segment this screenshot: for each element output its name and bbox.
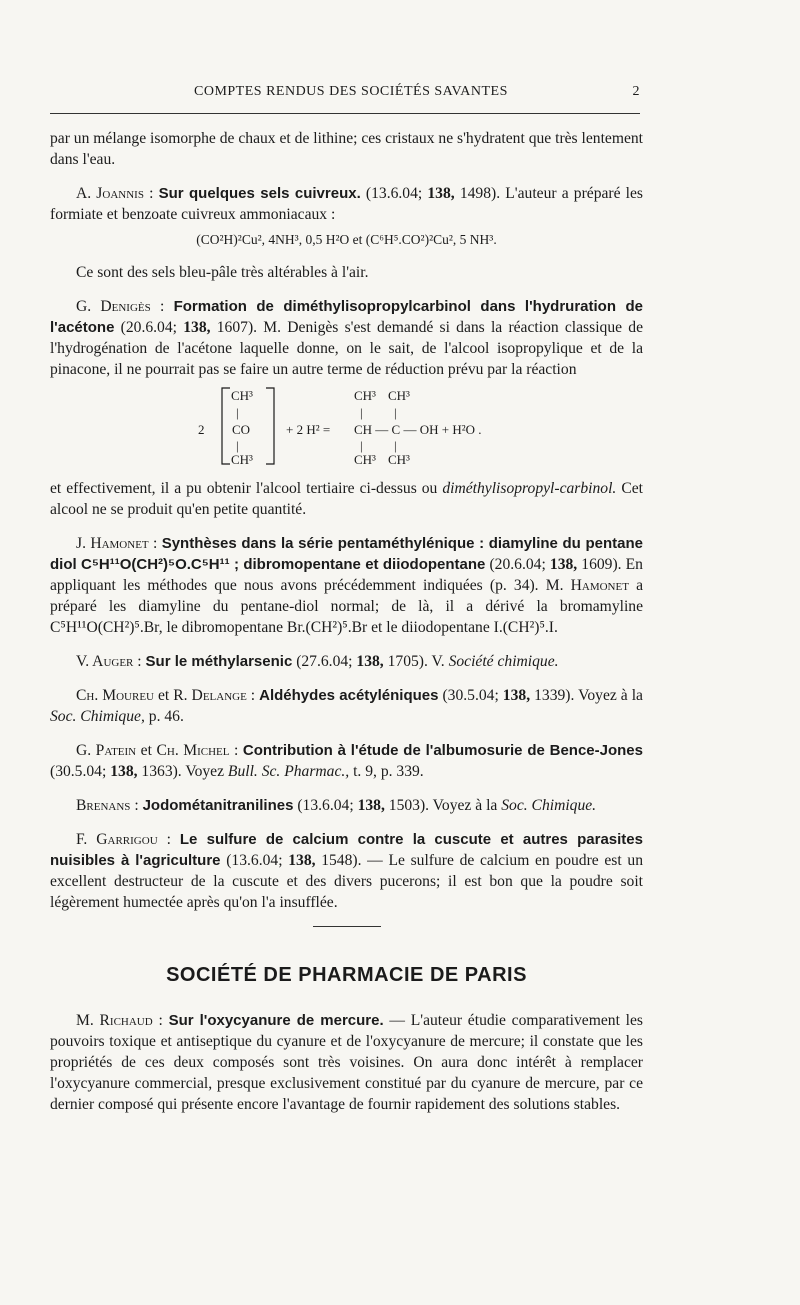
- product-ch3-1: CH³: [354, 388, 376, 403]
- product-bond-1: |: [360, 405, 363, 420]
- entry-auger: V. Auger : Sur le méthylarsenic (27.6.04; 138, 1705). V. Société chimique.: [76, 653, 559, 670]
- right-bracket: [266, 388, 274, 464]
- reference-date: (30.5.04;: [50, 763, 107, 780]
- reference-page: 1339).: [534, 687, 575, 704]
- header-rule: [50, 113, 640, 114]
- reagent-h2: + 2 H² =: [286, 422, 331, 437]
- author: J. Hamonet: [76, 535, 149, 552]
- bond-top: |: [236, 405, 239, 420]
- product-ch3-2: CH³: [388, 388, 410, 403]
- reference-page: 1609).: [581, 556, 622, 573]
- carbonyl: CO: [232, 422, 251, 437]
- entry-deniges: G. Denigès : Formation de diméthylisopropylcarbinol dans l'hydruration de l'acétone (20.6.04; 138, 1607). M. Denigès s'est demandé si dans la réaction classique de l'hydrogénation de l'acétone laquelle donne, on le sait, de l'alcool isopropylique et de la pinacone, il ne pourrait pas se faire un autre terme de réduction prévu par la réaction: [50, 298, 643, 378]
- author: Brenans: [76, 797, 131, 814]
- reference-page: 1503). Voyez à la: [388, 797, 498, 814]
- article-body: [50, 128, 643, 1128]
- cross-reference-page: p. 46.: [148, 708, 184, 725]
- entry-title: Formation de diméthylisopropylcarbinol dans l'hydruration de l'acétone: [50, 298, 643, 336]
- author: G. Patein: [76, 742, 137, 759]
- reference-page: 1498).: [459, 185, 501, 202]
- reference-volume: 138,: [288, 852, 316, 869]
- entry-joannis-conclusion: Ce sont des sels bleu-pâle très altérables à l'air.: [76, 264, 369, 281]
- reference-volume: 138,: [549, 556, 578, 573]
- entry-garrigou: F. Garrigou : Le sulfure de calcium contre la cuscute et autres parasites nuisibles à l'agriculture (13.6.04; 138, 1548). — Le sulfure de calcium en poudre est un excellent destructeur de la cuscute et des divers pucerons; il est bon que la poudre soit légèrement humectée après qu'on l'a insufflée.: [50, 831, 643, 911]
- reference-date: (13.6.04;: [365, 185, 423, 202]
- reference-page: 1548).: [321, 852, 362, 869]
- reference-volume: 138,: [356, 653, 384, 670]
- conjunction: et: [140, 742, 152, 759]
- formula: (CO²H)²Cu², 4NH³, 0,5 H²O et (C⁶H⁵.CO²)²Cu², 5 NH³.: [196, 232, 497, 247]
- entry-moureu: Ch. Moureu et R. Delange : Aldéhydes acétyléniques (30.5.04; 138, 1339). Voyez à la Soc. Chimique, p. 46.: [50, 687, 643, 725]
- bond-bottom: |: [236, 438, 239, 453]
- left-bracket: [222, 388, 230, 464]
- reference-volume: 138,: [110, 763, 138, 780]
- ch3-top: CH³: [231, 388, 253, 403]
- entry-title: Sur quelques sels cuivreux.: [158, 185, 361, 202]
- author-second: Ch. Michel: [156, 742, 230, 759]
- reference-date: (30.5.04;: [442, 687, 499, 704]
- reference-volume: 138,: [357, 797, 385, 814]
- entry-title: Contribution à l'étude de l'albumosurie de Bence-Jones: [242, 742, 643, 759]
- reaction-equation: [50, 384, 643, 470]
- author: F. Garrigou: [76, 831, 158, 848]
- reference-page: 1363). Voyez: [141, 763, 225, 780]
- coefficient: 2: [198, 422, 205, 437]
- reference-date: (20.6.04;: [489, 556, 546, 573]
- conjunction: et: [158, 687, 170, 704]
- entry-title: Jodométanitranilines: [142, 797, 294, 814]
- running-title: COMPTES RENDUS DES SOCIÉTÉS SAVANTES: [194, 84, 508, 99]
- entry-title: Sur le méthylarsenic: [145, 653, 293, 670]
- entry-hamonet: J. Hamonet : Synthèses dans la série pentaméthylénique : diamyline du pentane diol C⁵H¹¹O(CH²)⁵O.C⁵H¹¹ ; dibromopentane et diiodopentane (20.6.04; 138, 1609). En appliquant les méthodes que nous avons précédemment indiquées (p. 34). M. Hamonet a préparé les diamyline du pentane-diol normal; de là, il a dérivé la bromamyline C⁵H¹¹O(CH²)⁵.Br, le dibromopentane Br.(CH²)⁵.Br et le diiodopentane I.(CH²)⁵.I.: [50, 535, 643, 636]
- entry-text: L'auteur a préparé les formiate et benzoate cuivreux ammoniacaux :: [50, 185, 643, 223]
- page-number: 2: [632, 84, 640, 99]
- section-separator: [313, 926, 381, 927]
- entry-brenans: Brenans : Jodométanitranilines (13.6.04; 138, 1503). Voyez à la Soc. Chimique.: [76, 797, 597, 814]
- cross-reference: Société chimique.: [448, 653, 559, 670]
- product-ch3-3: CH³: [354, 452, 376, 467]
- entry-text: — L'auteur étudie comparativement les pouvoirs toxique et antiseptique du cyanure et de l'oxycyanure de mercure; il constate que les propriétés de ces deux composés sont très voisines. On aura donc intérêt à remplacer l'oxycyanure commercial, presque exclusivement constitué par du cyanure de mercure, par ce dernier composé qui présente encore l'avantage de fournir rapidement des solutions stables.: [50, 1012, 643, 1113]
- reference-page: 1705). V.: [387, 653, 445, 670]
- compound-name-end: carbinol.: [559, 480, 617, 497]
- entry-joannis: A. Joannis : Sur quelques sels cuivreux. (13.6.04; 138, 1498). L'auteur a préparé les formiate et benzoate cuivreux ammoniacaux :: [50, 185, 643, 223]
- ch3-bottom: CH³: [231, 452, 253, 467]
- entry-text: En appliquant les méthodes que nous avons précédemment indiquées (p. 34). M.: [50, 556, 643, 594]
- entry-text: M. Denigès s'est demandé si dans la réaction classique de l'hydrogénation de l'acétone laquelle donne, on le sait, de l'alcool isopropylique et de la pinacone, il ne pourrait pas se faire un autre terme de réduction prévu par la réaction: [50, 319, 643, 378]
- entry-text-end: Cet alcool ne se produit qu'en petite quantité.: [50, 480, 643, 518]
- entry-richaud: M. Richaud : Sur l'oxycyanure de mercure. — L'auteur étudie comparativement les pouvoirs toxique et antiseptique du cyanure et de l'oxycyanure de mercure; il constate que les propriétés de ces deux composés sont très voisines. On aura donc intérêt à remplacer l'oxycyanure commercial, presque exclusivement constitué par du cyanure de mercure, par ce dernier composé qui présente encore l'avantage de fournir rapidement des solutions stables.: [50, 1012, 643, 1113]
- section-heading: SOCIÉTÉ DE PHARMACIE DE PARIS: [166, 964, 527, 986]
- cross-reference: Soc. Chimique,: [50, 708, 145, 725]
- author: M. Richaud: [76, 1012, 153, 1029]
- entry-title: Synthèses dans la série pentaméthylénique : diamyline du pentane diol C⁵H¹¹O(CH²)⁵O.C⁵H¹¹ ; dibromopentane et diiodopentane: [50, 535, 643, 573]
- cross-reference: Soc. Chimique.: [501, 797, 597, 814]
- entry-text: — Le sulfure de calcium en poudre est un excellent destructeur de la cuscute et des divers pucerons; il est bon que la poudre soit légèrement humectée après qu'on l'a insufflée.: [50, 852, 643, 911]
- product-bond-2: |: [394, 405, 397, 420]
- entry-title: Aldéhydes acétyléniques: [259, 687, 439, 704]
- running-header: [50, 84, 640, 100]
- entry-text-end: a préparé les diamyline du pentane-diol normal; de là, il a dérivé la bromamyline C⁵H¹¹O(CH²)⁵.Br, le dibromopentane Br.(CH²)⁵.Br et le diiodopentane I.(CH²)⁵.I.: [50, 577, 643, 636]
- continuation-paragraph: par un mélange isomorphe de chaux et de lithine; ces cristaux ne s'hydratent que très lentement dans l'eau.: [50, 130, 644, 168]
- product-ch3-4: CH³: [388, 452, 410, 467]
- product-bond-4: |: [394, 438, 397, 453]
- author: G. Denigès: [76, 298, 151, 315]
- reference-date: (20.6.04;: [120, 319, 177, 336]
- product-bond-3: |: [360, 438, 363, 453]
- reference-page: 1607).: [216, 319, 258, 336]
- reference-volume: 138,: [427, 185, 455, 202]
- author: Ch. Moureu: [76, 687, 154, 704]
- entry-deniges-conclusion: [50, 478, 643, 520]
- compound-name: diméthylisopropyl-: [442, 480, 560, 497]
- entry-text: et effectivement, il a pu obtenir l'alcool tertiaire ci-dessus ou: [50, 480, 438, 497]
- author: A. Joannis: [76, 185, 144, 202]
- cross-reference: Bull. Sc. Pharmac.,: [227, 763, 350, 780]
- entry-title: Le sulfure de calcium contre la cuscute et autres parasites nuisibles à l'agriculture: [50, 831, 643, 869]
- reference-date: (13.6.04;: [226, 852, 283, 869]
- reference-volume: 138,: [502, 687, 531, 704]
- entry-patein: G. Patein et Ch. Michel : Contribution à l'étude de l'albumosurie de Bence-Jones (30.5.04; 138, 1363). Voyez Bull. Sc. Pharmac., t. 9, p. 339.: [50, 742, 643, 780]
- entry-title: Sur l'oxycyanure de mercure.: [168, 1012, 384, 1029]
- entry-text: Voyez à la: [578, 687, 643, 704]
- product-main-chain: CH — C — OH + H²O .: [354, 422, 482, 437]
- cross-reference-page: t. 9, p. 339.: [353, 763, 424, 780]
- author: V. Auger: [76, 653, 134, 670]
- reference-date: (13.6.04;: [297, 797, 354, 814]
- reference-date: (27.6.04;: [296, 653, 353, 670]
- reference-volume: 138,: [183, 319, 211, 336]
- reaction-diagram: [50, 384, 643, 470]
- author-mention: Hamonet: [570, 577, 629, 594]
- author-second: R. Delange: [173, 687, 247, 704]
